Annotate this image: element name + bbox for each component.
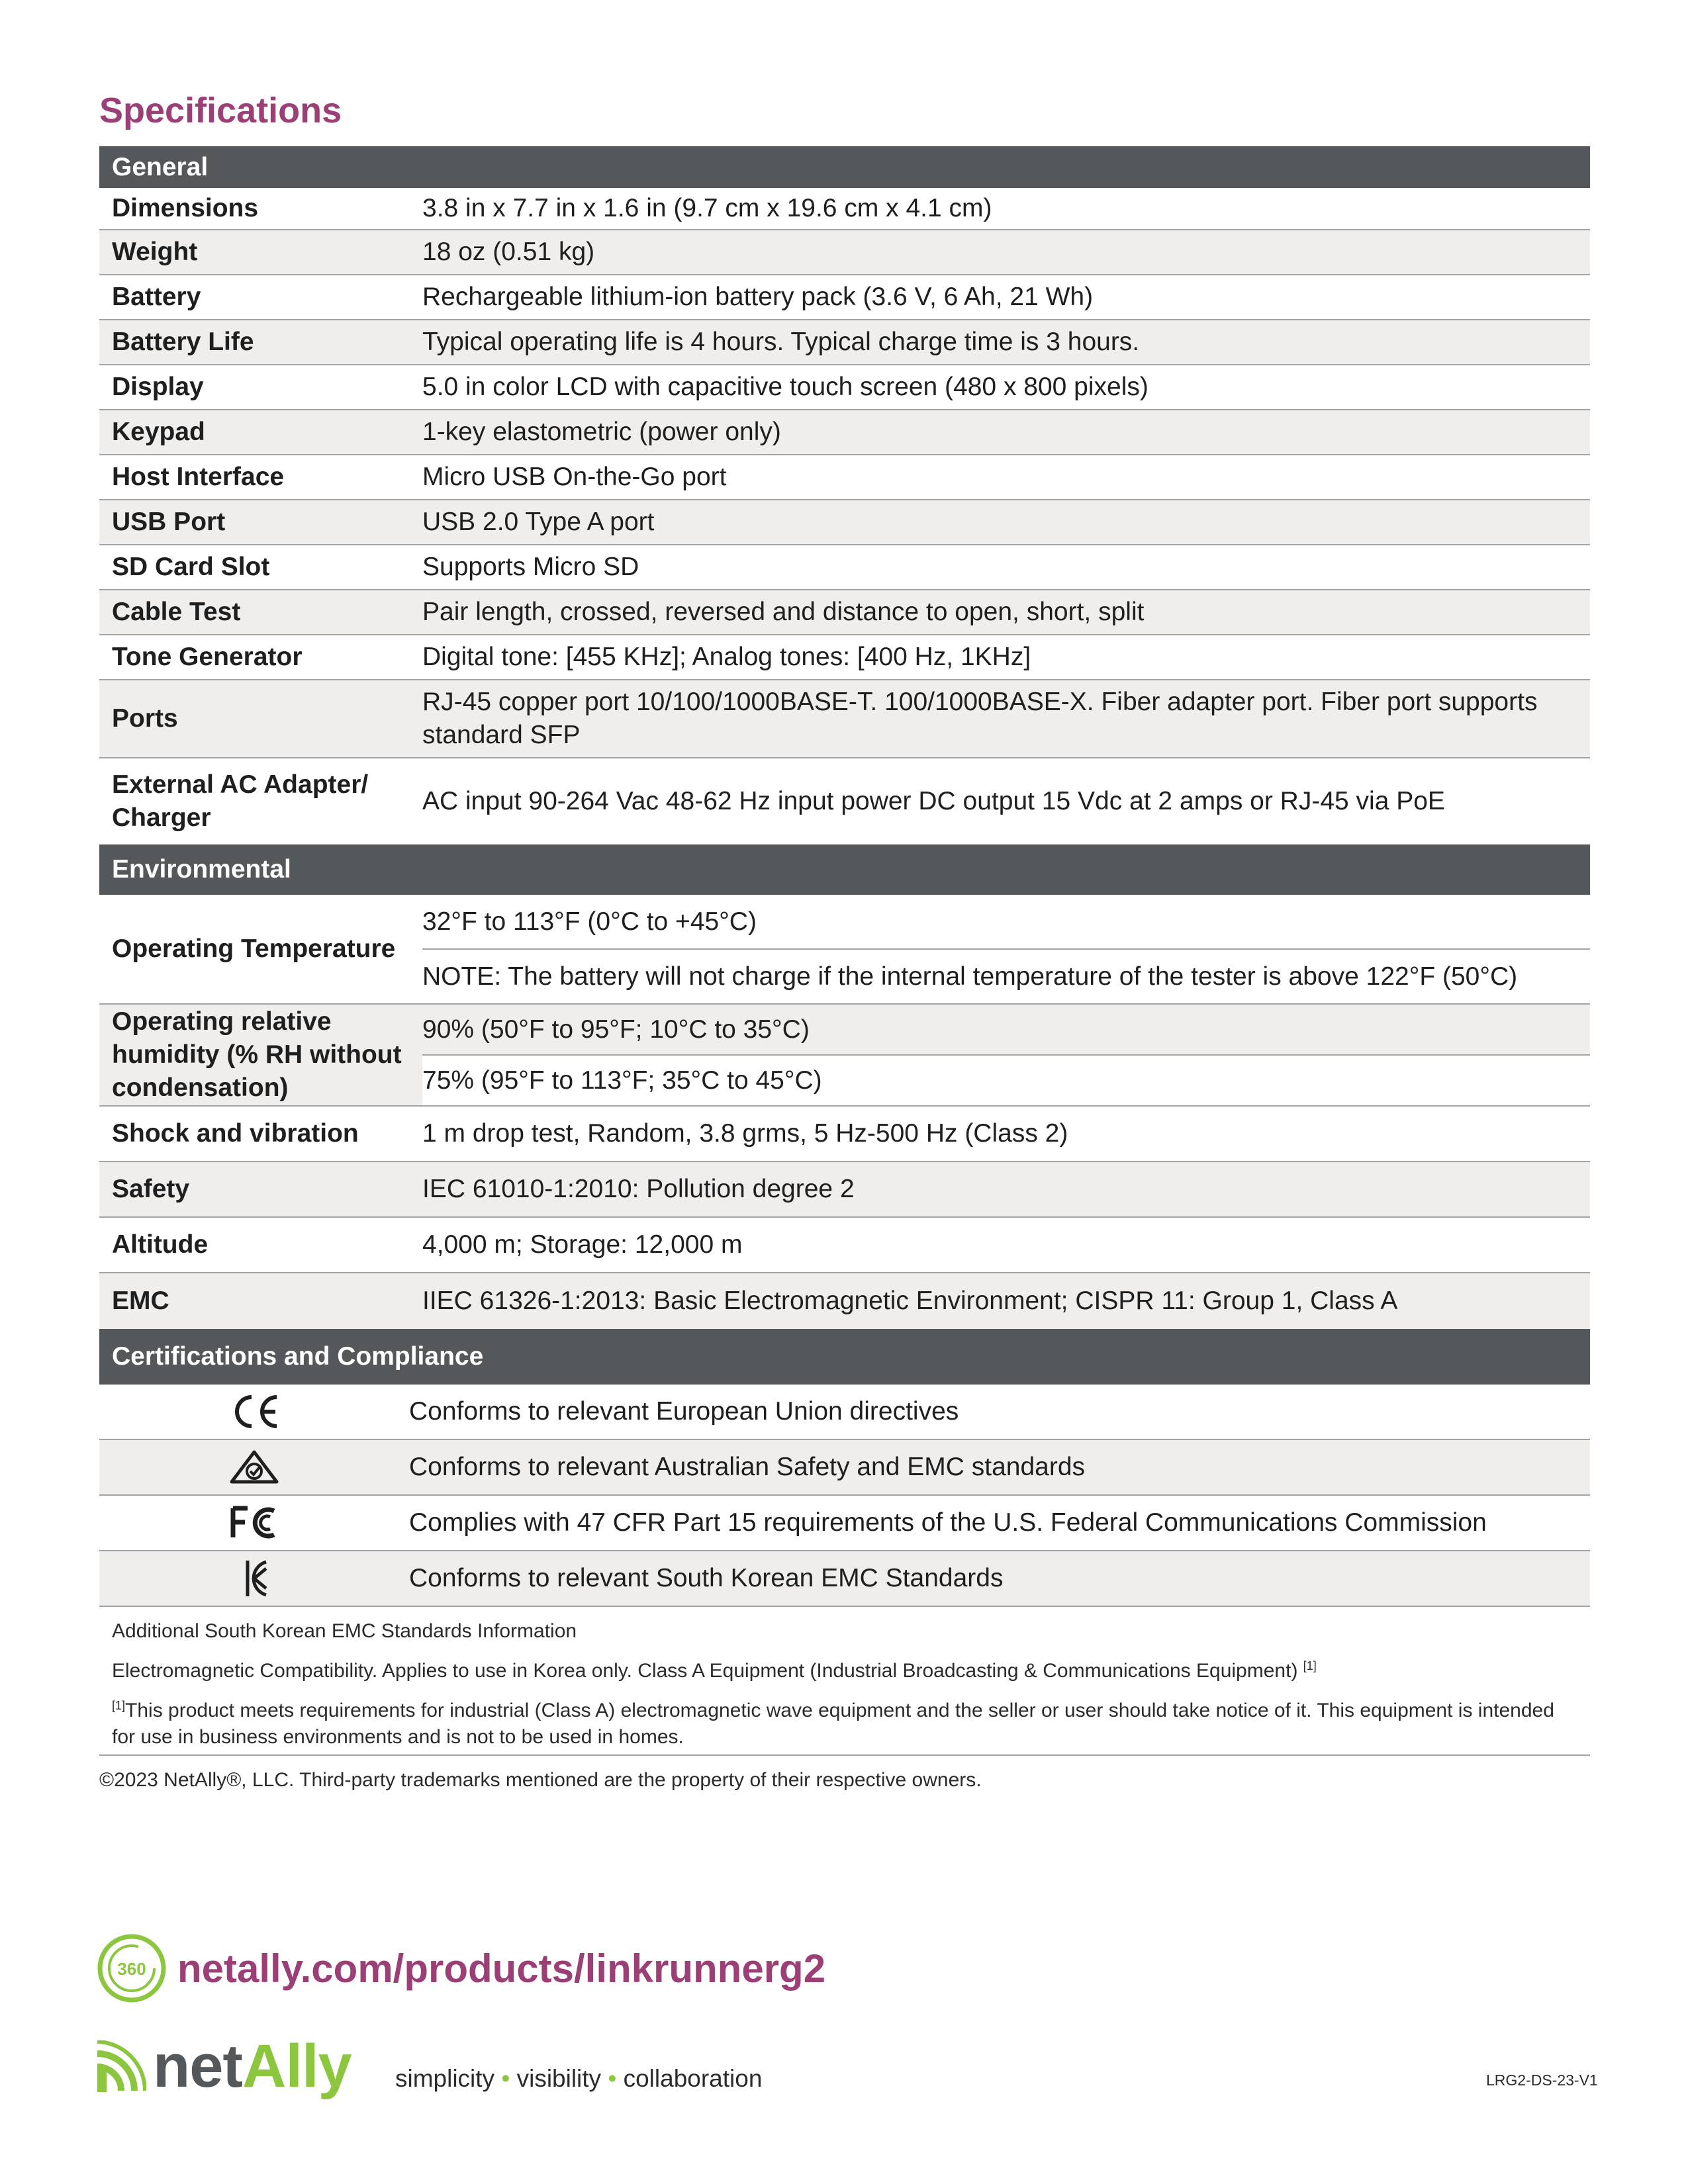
row-value: USB 2.0 Type A port — [422, 508, 655, 536]
divider — [99, 1754, 1590, 1756]
row-value: IEC 61010-1:2010: Pollution degree 2 — [422, 1175, 855, 1203]
footnote-text: This product meets requirements for industrial (Class A) electromagnetic wave equipment and the seller or user should take notice of it. This equipment is intended for use in business environments and is not to be used in homes. — [112, 1700, 1554, 1748]
table-row — [99, 1107, 1590, 1162]
notes-text: Electromagnetic Compatibility. Applies to use in Korea only. Class A Equipment (Industrial Broadcasting & Communications Equipment) — [112, 1660, 1298, 1682]
notes-heading: Additional South Korean EMC Standards Information — [112, 1620, 577, 1642]
row-value: Pair length, crossed, reversed and distance to open, short, split — [422, 598, 1145, 626]
row-label: External AC Adapter/ Charger — [112, 770, 369, 832]
360-badge-icon — [96, 1933, 167, 2007]
netally-logo — [96, 2032, 352, 2101]
document-id: LRG2-DS-23-V1 — [1486, 2071, 1598, 2089]
footnote — [112, 1692, 1568, 1751]
table-row — [99, 895, 1590, 1005]
row-label: SD Card Slot — [112, 553, 270, 581]
row-value: 3.8 in x 7.7 in x 1.6 in (9.7 cm x 19.6 cm x 4.1 cm) — [422, 194, 992, 222]
spec-table — [99, 146, 1590, 1607]
copyright: ©2023 NetAlly®, LLC. Third-party trademarks mentioned are the property of their respective owners. — [99, 1769, 982, 1791]
row-value: AC input 90-264 Vac 48-62 Hz input power DC output 15 Vdc at 2 amps or RJ-45 via PoE — [422, 787, 1445, 815]
row-value: 1 m drop test, Random, 3.8 grms, 5 Hz-500 Hz (Class 2) — [422, 1119, 1068, 1148]
row-label: USB Port — [112, 508, 226, 536]
footnote-marker: [1] — [112, 1699, 126, 1712]
cert-row — [99, 1496, 1590, 1551]
page-title: Specifications — [99, 91, 342, 130]
cert-row — [99, 1385, 1590, 1440]
section-header-environmental: Environmental — [99, 844, 1590, 895]
row-value: IIEC 61326-1:2013: Basic Electromagnetic Environment; CISPR 11: Group 1, Class A — [422, 1287, 1398, 1315]
table-row — [99, 758, 1590, 844]
cert-value: Conforms to relevant South Korean EMC Standards — [409, 1564, 1004, 1592]
row-value: Rechargeable lithium-ion battery pack (3.6 V, 6 Ah, 21 Wh) — [422, 283, 1094, 311]
tagline: simplicity • visibility • collaboration — [395, 2065, 763, 2092]
footnote-marker: [1] — [1303, 1659, 1317, 1672]
table-row — [99, 1273, 1590, 1329]
row-label: Dimensions — [112, 194, 259, 222]
row-value: RJ-45 copper port 10/100/1000BASE-T. 100/1000BASE-X. Fiber adapter port. Fiber port supports standard SFP — [422, 688, 1538, 749]
row-label: Ports — [112, 704, 178, 733]
table-row — [99, 1005, 1590, 1107]
cert-value: Complies with 47 CFR Part 15 requirements of the U.S. Federal Communications Commission — [409, 1508, 1487, 1537]
row-label: Keypad — [112, 418, 205, 446]
table-row — [99, 365, 1590, 410]
row-value: 90% (50°F to 95°F; 10°C to 35°C) — [422, 1005, 1590, 1054]
cert-value: Conforms to relevant European Union directives — [409, 1397, 959, 1426]
row-label: Altitude — [112, 1230, 209, 1259]
row-label: Safety — [112, 1175, 190, 1203]
notes-line — [112, 1653, 1568, 1684]
row-value: 4,000 m; Storage: 12,000 m — [422, 1230, 743, 1259]
table-row — [99, 545, 1590, 590]
row-value: Supports Micro SD — [422, 553, 639, 581]
row-value: Micro USB On-the-Go port — [422, 463, 727, 491]
table-row — [99, 680, 1590, 758]
kc-mark-icon — [99, 1558, 409, 1599]
table-row — [99, 188, 1590, 230]
table-row — [99, 275, 1590, 320]
section-header-general: General — [99, 146, 1590, 188]
badge-text: 360 — [117, 1959, 146, 1979]
cert-row — [99, 1440, 1590, 1496]
product-url-link[interactable]: netally.com/products/linkrunnerg2 — [177, 1946, 826, 1991]
row-label: Shock and vibration — [112, 1119, 359, 1148]
row-value: Typical operating life is 4 hours. Typical charge time is 3 hours. — [422, 328, 1140, 356]
row-label: Cable Test — [112, 598, 241, 626]
table-row — [99, 230, 1590, 275]
row-label: Battery — [112, 283, 201, 311]
notes — [112, 1618, 1568, 1751]
row-value-group — [422, 1005, 1590, 1105]
table-row — [99, 1218, 1590, 1273]
rcm-mark-icon — [99, 1449, 409, 1486]
row-label: Operating Temperature — [112, 934, 396, 963]
row-value: 75% (95°F to 113°F; 35°C to 45°C) — [422, 1054, 1590, 1105]
row-label: EMC — [112, 1287, 169, 1315]
row-label: Display — [112, 373, 204, 401]
cert-row — [99, 1551, 1590, 1607]
row-value-group — [422, 895, 1590, 1003]
row-label: Host Interface — [112, 463, 285, 491]
ce-mark-icon — [99, 1393, 409, 1430]
table-row — [99, 410, 1590, 455]
table-row — [99, 635, 1590, 680]
row-label: Weight — [112, 238, 198, 266]
row-value: Digital tone: [455 KHz]; Analog tones: [400 Hz, 1KHz] — [422, 643, 1031, 671]
section-header-certifications: Certifications and Compliance — [99, 1329, 1590, 1385]
row-label: Operating relative humidity (% RH without condensation) — [112, 1007, 402, 1102]
logo-wordmark: netAlly — [153, 2032, 352, 2100]
row-value: 18 oz (0.51 kg) — [422, 238, 595, 266]
row-value: 1-key elastometric (power only) — [422, 418, 781, 446]
row-value: 5.0 in color LCD with capacitive touch screen (480 x 800 pixels) — [422, 373, 1149, 401]
table-row — [99, 500, 1590, 545]
cert-value: Conforms to relevant Australian Safety and EMC standards — [409, 1453, 1086, 1481]
signal-icon — [96, 2040, 146, 2093]
row-label: Battery Life — [112, 328, 254, 356]
table-row — [99, 1162, 1590, 1218]
fcc-mark-icon — [99, 1504, 409, 1541]
table-row — [99, 455, 1590, 500]
table-row — [99, 590, 1590, 635]
row-label: Tone Generator — [112, 643, 303, 671]
row-value: 32°F to 113°F (0°C to +45°C) — [422, 907, 757, 936]
row-value: NOTE: The battery will not charge if the internal temperature of the tester is above 122°F (50°C) — [422, 948, 1590, 1003]
table-row — [99, 320, 1590, 365]
